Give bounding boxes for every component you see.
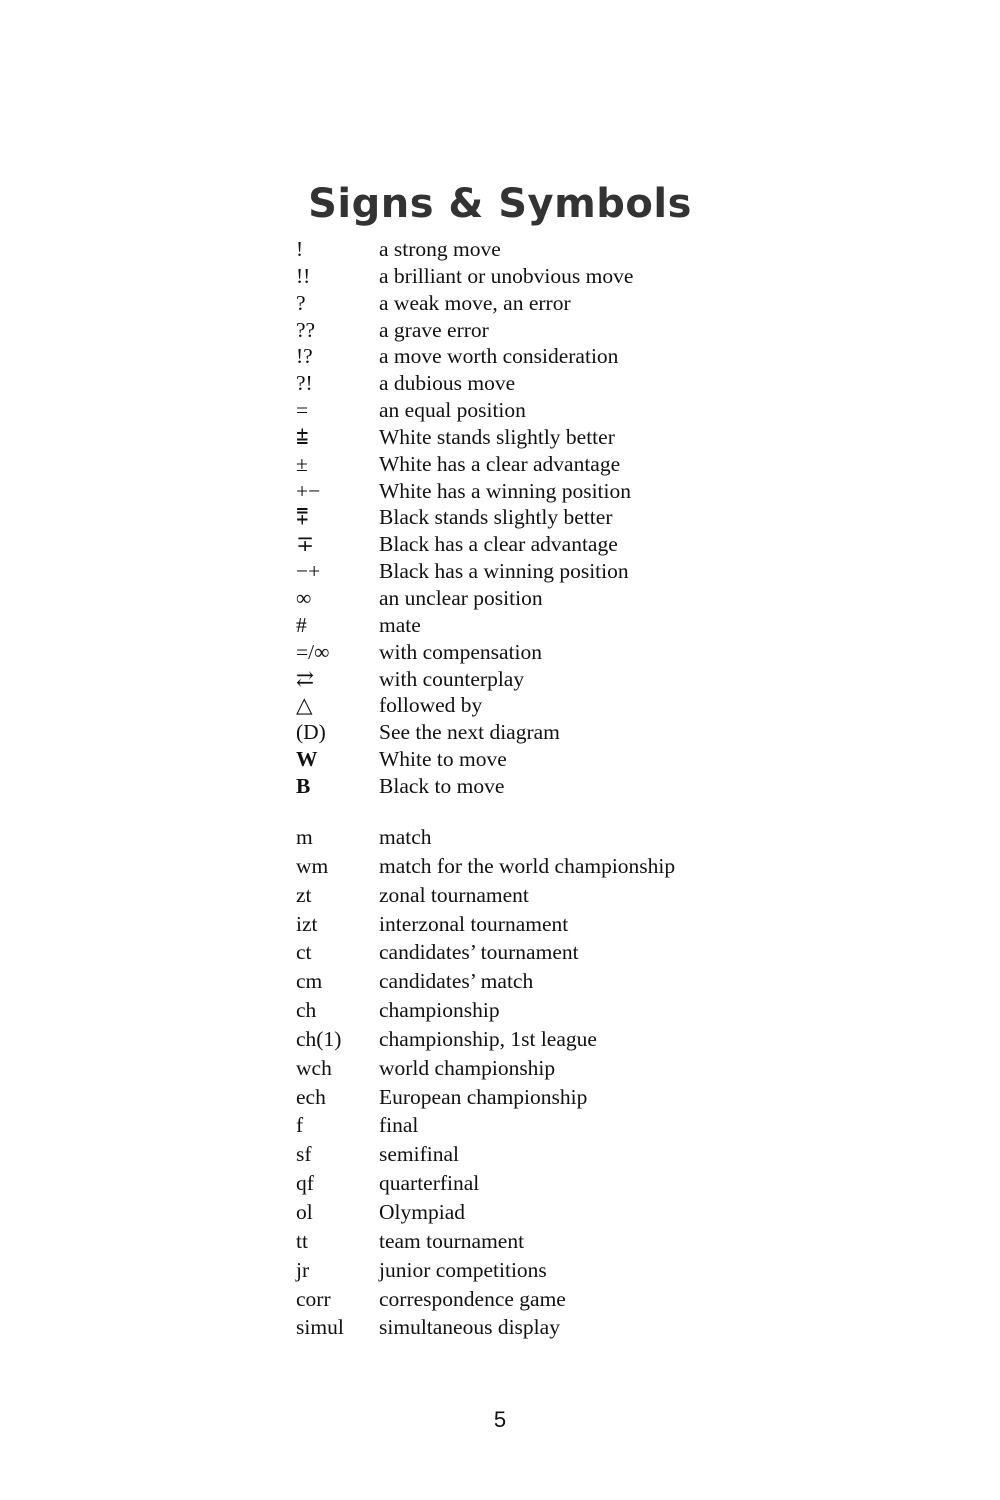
- abbreviation-description: candidates’ tournament: [379, 940, 579, 965]
- symbol-row: [296, 612, 633, 639]
- abbreviation-term: f: [296, 1113, 304, 1138]
- symbol-row: [296, 263, 633, 290]
- symbol-term: ⇄: [296, 666, 315, 691]
- abbreviation-row: [296, 1256, 675, 1285]
- symbol-description: a brilliant or unobvious move: [379, 263, 634, 288]
- symbol-description: with counterplay: [379, 666, 525, 691]
- symbol-description: a strong move: [379, 237, 501, 261]
- symbol-row: [296, 451, 633, 478]
- abbreviation-description: match: [379, 825, 432, 849]
- symbol-row: [296, 773, 633, 800]
- abbreviation-description: interzonal tournament: [379, 911, 569, 936]
- symbol-description: followed by: [379, 693, 483, 718]
- symbol-term: #: [296, 612, 307, 637]
- abbreviation-term: m: [296, 825, 313, 849]
- symbol-row: [296, 692, 633, 719]
- abbreviation-description: world championship: [379, 1055, 556, 1080]
- abbreviation-row: [296, 1198, 675, 1227]
- symbol-description: a grave error: [379, 317, 489, 342]
- abbreviation-description: match for the world championship: [379, 853, 676, 878]
- symbol-term: −+: [296, 559, 321, 584]
- symbol-row: [296, 504, 633, 531]
- symbol-term: ⩲: [296, 424, 309, 449]
- abbreviation-term: simul: [296, 1315, 344, 1340]
- symbol-description: Black to move: [379, 773, 505, 798]
- abbreviation-row: [296, 1111, 675, 1140]
- symbol-term: ?: [296, 290, 306, 315]
- abbreviation-row: [296, 996, 675, 1025]
- symbol-description: White to move: [379, 747, 507, 772]
- symbol-term: !!: [296, 263, 311, 288]
- symbol-term: B: [296, 773, 311, 798]
- abbreviation-term: wch: [296, 1055, 332, 1080]
- symbol-description: a weak move, an error: [379, 290, 571, 315]
- symbol-row: [296, 424, 633, 451]
- symbol-description: a move worth consideration: [379, 344, 619, 369]
- abbreviation-term: izt: [296, 911, 318, 936]
- abbreviation-row: [296, 1169, 675, 1198]
- abbreviation-row: [296, 1285, 675, 1314]
- symbol-row: [296, 558, 633, 585]
- abbreviation-row: [296, 967, 675, 996]
- symbol-term: ??: [296, 317, 316, 342]
- abbreviation-row: [296, 823, 675, 852]
- symbol-term: (D): [296, 720, 326, 745]
- abbreviation-term: ch(1): [296, 1026, 342, 1051]
- abbreviation-term: ct: [296, 940, 312, 965]
- symbol-description: Black has a winning position: [379, 559, 629, 584]
- abbreviation-row: [296, 1025, 675, 1054]
- page-title: Signs & Symbols: [308, 181, 692, 227]
- symbol-term: △: [296, 693, 313, 718]
- symbol-row: [296, 290, 633, 317]
- symbol-row: [296, 317, 633, 344]
- abbreviation-term: zt: [296, 882, 312, 907]
- abbreviation-row: [296, 1313, 675, 1342]
- abbreviation-term: corr: [296, 1286, 331, 1311]
- abbreviation-row: [296, 1140, 675, 1169]
- abbreviation-term: ol: [296, 1199, 313, 1224]
- abbreviation-row: [296, 938, 675, 967]
- abbreviation-term: qf: [296, 1171, 314, 1196]
- abbreviation-description: simultaneous display: [379, 1315, 560, 1340]
- symbol-term: =: [296, 398, 309, 423]
- abbreviations-list: [296, 823, 675, 1342]
- abbreviation-term: ch: [296, 998, 317, 1023]
- abbreviation-description: zonal tournament: [379, 882, 529, 907]
- symbol-row: [296, 531, 633, 558]
- symbol-term: ∞: [296, 585, 312, 610]
- abbreviation-description: European championship: [379, 1084, 588, 1109]
- abbreviation-term: ech: [296, 1084, 326, 1109]
- abbreviation-description: correspondence game: [379, 1286, 566, 1311]
- symbol-row: [296, 397, 633, 424]
- abbreviation-row: [296, 1083, 675, 1112]
- abbreviation-description: quarterfinal: [379, 1171, 480, 1196]
- symbol-row: [296, 666, 633, 693]
- symbol-term: W: [296, 747, 318, 772]
- symbol-description: mate: [379, 612, 421, 637]
- symbol-row: [296, 370, 633, 397]
- symbol-term: ⩱: [296, 505, 309, 530]
- symbol-description: White has a clear advantage: [379, 451, 621, 476]
- abbreviation-description: semifinal: [379, 1142, 460, 1167]
- abbreviation-term: cm: [296, 969, 323, 994]
- abbreviation-term: jr: [296, 1257, 310, 1282]
- abbreviation-description: candidates’ match: [379, 969, 534, 994]
- symbol-term: ?!: [296, 371, 313, 396]
- symbol-row: [296, 585, 633, 612]
- symbol-term: !?: [296, 344, 313, 369]
- abbreviation-term: sf: [296, 1142, 312, 1167]
- symbol-description: See the next diagram: [379, 720, 560, 745]
- abbreviation-term: tt: [296, 1228, 308, 1253]
- symbol-row: [296, 639, 633, 666]
- symbol-term: +−: [296, 478, 321, 503]
- symbol-description: with compensation: [379, 639, 543, 664]
- abbreviation-description: championship, 1st league: [379, 1026, 597, 1051]
- symbol-row: [296, 478, 633, 505]
- symbol-row: [296, 746, 633, 773]
- abbreviation-row: [296, 1054, 675, 1083]
- abbreviation-description: team tournament: [379, 1228, 525, 1253]
- symbol-description: White has a winning position: [379, 478, 631, 503]
- symbol-row: [296, 343, 633, 370]
- abbreviation-description: final: [379, 1113, 419, 1138]
- symbol-description: Black has a clear advantage: [379, 532, 618, 557]
- symbol-term: !: [296, 237, 304, 261]
- abbreviation-row: [296, 852, 675, 881]
- abbreviation-description: junior competitions: [379, 1257, 547, 1282]
- abbreviation-row: [296, 910, 675, 939]
- symbol-row: [296, 719, 633, 746]
- symbol-row: [296, 236, 633, 263]
- symbol-description: a dubious move: [379, 371, 516, 396]
- abbreviation-description: championship: [379, 998, 500, 1023]
- abbreviation-row: [296, 881, 675, 910]
- symbol-term: ∓: [296, 532, 315, 557]
- symbol-description: an equal position: [379, 398, 526, 423]
- symbols-list: [296, 236, 633, 800]
- abbreviation-term: wm: [296, 853, 329, 878]
- symbol-term: =/∞: [296, 639, 330, 664]
- page-number: 5: [493, 1407, 507, 1432]
- symbol-description: Black stands slightly better: [379, 505, 613, 530]
- symbol-term: ±: [296, 451, 308, 476]
- abbreviation-description: Olympiad: [379, 1199, 465, 1224]
- abbreviation-row: [296, 1227, 675, 1256]
- symbol-description: White stands slightly better: [379, 424, 615, 449]
- symbol-description: an unclear position: [379, 585, 543, 610]
